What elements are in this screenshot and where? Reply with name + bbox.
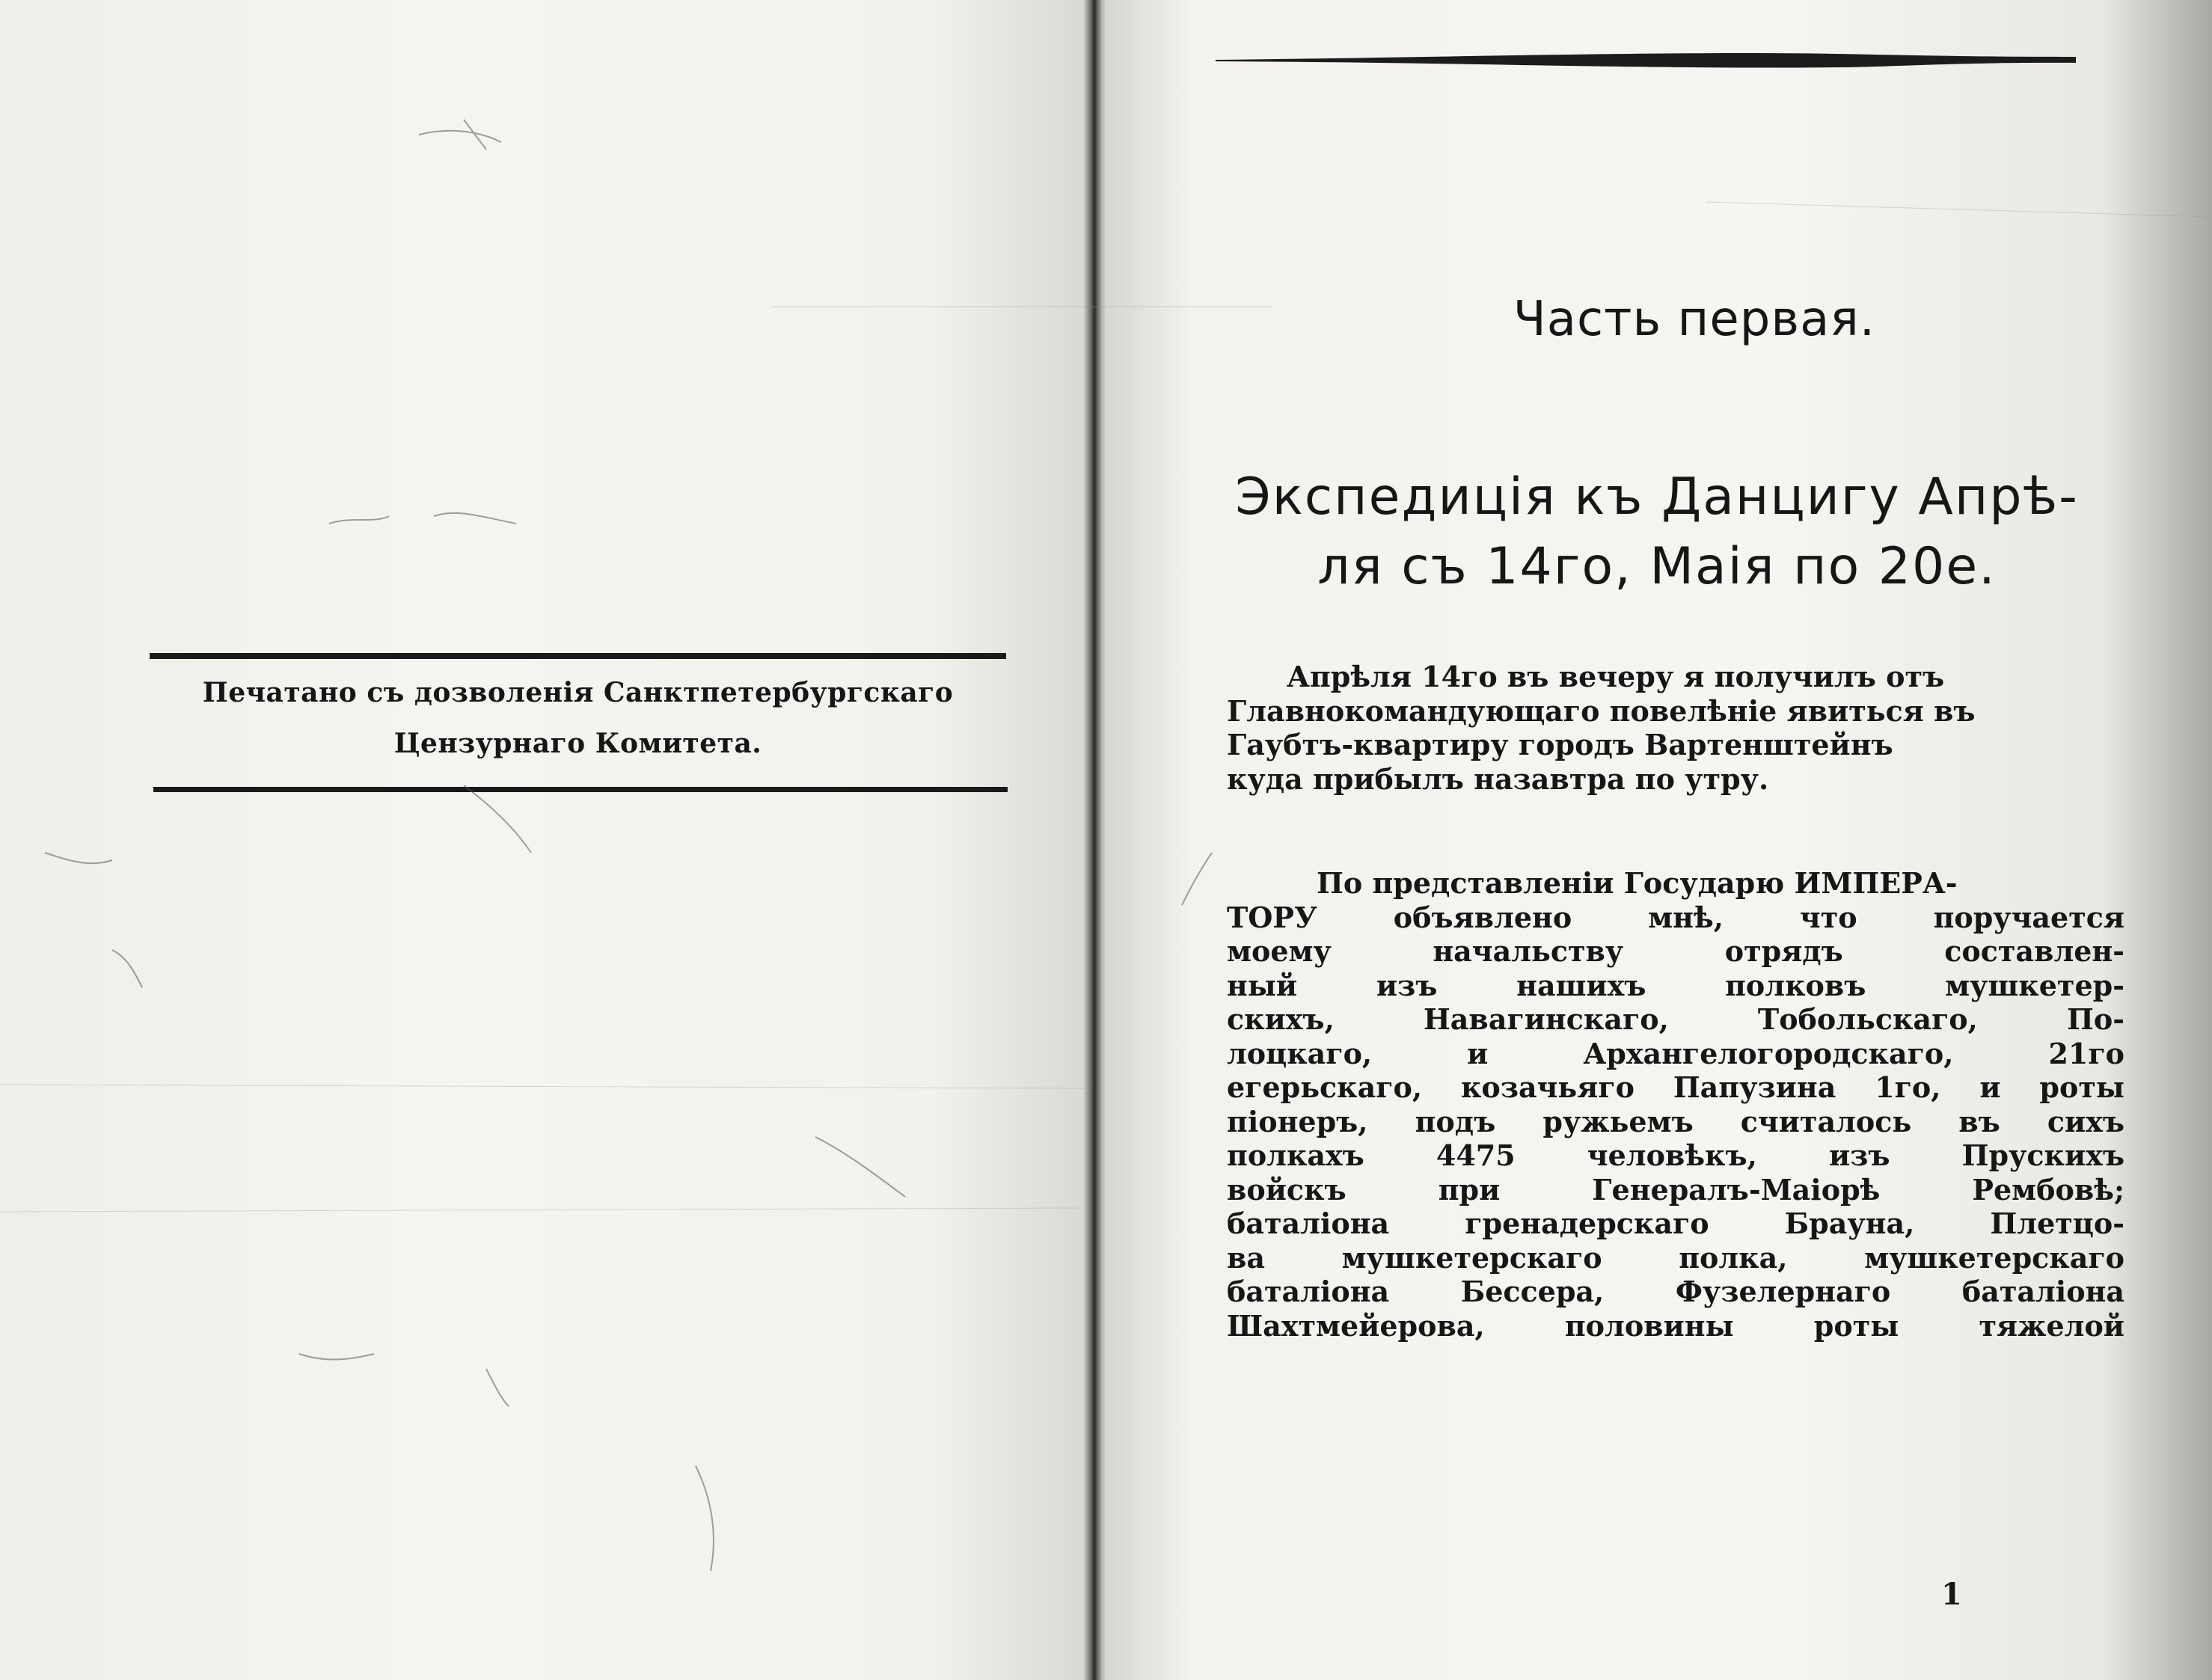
text-line: ный изъ нашихъ полковъ мушкетер- bbox=[1227, 968, 2124, 1002]
text-line: баталіона Бессера, Фузелернаго баталіона bbox=[1227, 1275, 2124, 1308]
text-line: баталіона гренадерскаго Брауна, Плетцо- bbox=[1227, 1207, 2124, 1240]
imprint-line-2: Цензурнаго Комитета. bbox=[393, 728, 762, 759]
text-line: моему начальству отрядъ составлен- bbox=[1227, 934, 2124, 968]
book-gutter bbox=[1083, 0, 1106, 1680]
part-heading: Часть первая. bbox=[1513, 292, 1876, 347]
text-line: лоцкаго, и Архангелогородскаго, 21го bbox=[1227, 1036, 2124, 1070]
imprint-rule-bottom bbox=[153, 787, 1008, 792]
chapter-title-line-1: Экспедиція къ Данцигу Апрѣ- bbox=[1235, 467, 2079, 527]
text-line: егерьскаго, козачьяго Папузина 1го, и роты bbox=[1227, 1070, 2124, 1104]
page-number: 1 bbox=[1941, 1577, 1962, 1612]
text-line: ТОРУ объявлено мнѣ, что поручается bbox=[1227, 900, 2124, 934]
paragraph-2 bbox=[1227, 866, 2124, 1343]
text-line: скихъ, Навагинскаго, Тобольскаго, По- bbox=[1227, 1002, 2124, 1036]
text-line: піонеръ, подъ ружьемъ считалось въ сихъ bbox=[1227, 1104, 2124, 1138]
left-page bbox=[0, 0, 1092, 1680]
text-line: ва мушкетерскаго полка, мушкетерскаго bbox=[1227, 1240, 2124, 1275]
imprint-line-1: Печатано съ дозволенія Санктпетербургскаго bbox=[202, 677, 954, 708]
text-line: Гаубтъ-квартиру городъ Вартенштейнъ bbox=[1227, 728, 1893, 761]
text-line: Главнокомандующаго повелѣніе явиться въ bbox=[1227, 693, 1976, 728]
paragraph-1 bbox=[1227, 660, 2124, 796]
text-line: куда прибылъ назавтра по утру. bbox=[1227, 761, 1769, 796]
top-ornament-rule bbox=[1216, 37, 2076, 82]
text-line: полкахъ 4475 человѣкъ, изъ Прускихъ bbox=[1227, 1138, 2124, 1172]
text-line: Шахтмейерова, половины роты тяжелой bbox=[1227, 1308, 2124, 1343]
text-line: Апрѣля 14го въ вечеру я получилъ отъ bbox=[1287, 660, 1945, 693]
right-page bbox=[1103, 0, 2212, 1680]
imprint-rule-top bbox=[150, 653, 1006, 659]
text-line: По представленіи Государю ИМПЕРА- bbox=[1317, 866, 1958, 900]
text-line: войскъ при Генералъ-Маiорѣ Рембовѣ; bbox=[1227, 1172, 2124, 1207]
chapter-title-line-2: ля съ 14го, Маія по 20е. bbox=[1317, 537, 1997, 596]
